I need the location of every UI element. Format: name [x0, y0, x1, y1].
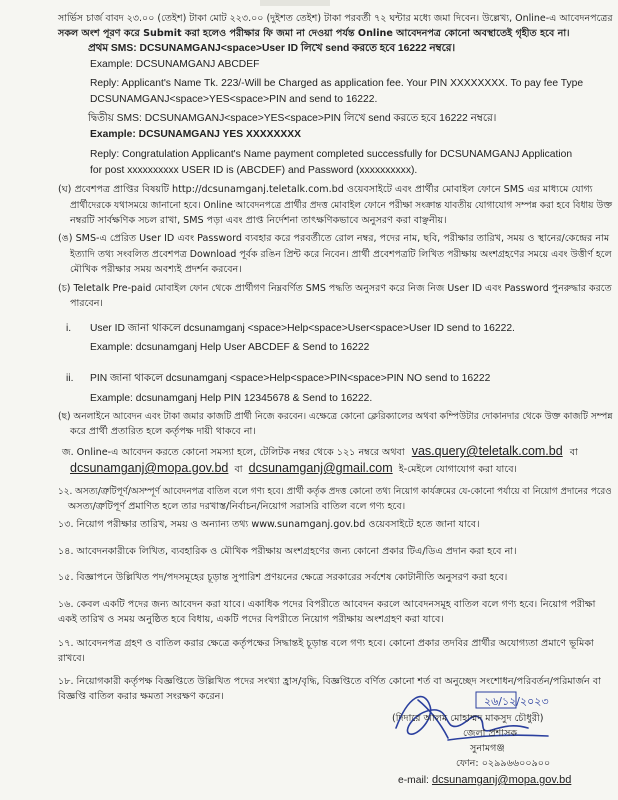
signatory-title: জেলা প্রশাসক	[463, 728, 518, 739]
item-ii-number: ii.	[66, 373, 74, 384]
para-ja-tail: ই-মেইলে যোগাযোগ করা যাবে।	[398, 464, 517, 475]
para-16-1: ১৬. কেবল একটি পদের জন্য আবেদন করা যাবে। একাধিক পদের বিপরীতে আবেদন করলে আবেদনসমূহ বাতিল বলে গণ্য হবে। নিয়োগ পরীক্ষা	[58, 599, 596, 610]
sms2-label: দ্বিতীয় SMS: DCSUNAMGANJ<space>YES<space>PIN লিখে send করতে হবে 16222 নম্বরে।	[88, 113, 497, 124]
para-ja-or: বা	[569, 447, 578, 458]
sms1-example: Example: DCSUNAMGANJ ABCDEF	[90, 59, 260, 70]
para-12-1: ১২. অসত্য/ত্রুটিপূর্ণ/অসম্পূর্ণ আবেদনপত্র বাতিল বলে গণ্য হবে। প্রার্থী কর্তৃক প্রদত্ত কোনো তথ্য নিয়োগ কার্যক্রমের যে-কোনো পর্যায়ে বা নিয়োগ প্রদানের পরেও	[58, 486, 612, 497]
email-label: e-mail:	[398, 775, 429, 786]
sms1-label: প্রথম SMS: DCSUNAMGANJ<space>User ID লিখে send করতে হবে 16222 নম্বরে।	[88, 43, 456, 54]
item-i-line: User ID জানা থাকলে dcsunamganj <space>Help<space>User<space>User ID send to 16222.	[90, 323, 515, 334]
para-17-1: ১৭. আবেদনপত্র গ্রহণ ও বাতিল করার ক্ষেত্রে কর্তৃপক্ষের সিদ্ধান্তই চূড়ান্ত বলে গণ্য হবে। কোনো প্রকার তদবির প্রার্থীর অযোগ্যতা প্রমাণে ভূমিকা	[58, 638, 594, 649]
signatory-email-row	[398, 774, 571, 787]
dc-gmail-email-link[interactable]: dcsunamganj@gmail.com	[248, 461, 393, 475]
para-ja-or-2: বা	[234, 464, 243, 475]
para-gha-2: প্রার্থীদেরকে যথাসময়ে জানানো হবে। Online আবেদনপত্রে প্রার্থীর প্রদত্ত মোবাইল ফোনে পরীক্ষা সংক্রান্ত যাবতীয় যোগাযোগ সম্পন্ন করা হবে বিধায় উক্ত	[70, 200, 613, 211]
intro-line-2: সকল অংশ পূরণ করে Submit করা হলেও পরীক্ষার ফি জমা না দেওয়া পর্যন্ত Online আবেদনপত্র কোনো অবস্থাতেই গৃহীত হবে না।	[58, 28, 570, 39]
para-12-2: অসত্য/ত্রুটিপূর্ণ প্রমাণিত হলে তার দরখাস্ত/নির্বাচন/নিয়োগ সরাসরি বাতিল বলে গণ্য হবে।	[68, 501, 406, 512]
para-uma-2: ইত্যাদি তথ্য সংবলিত প্রবেশপত্র Download পূর্বক রঙিন প্রিন্ট করে নিবেন। প্রার্থী প্রবেশপত্রটি লিখিত পরীক্ষায় অংশগ্রহণের সময়ে এবং উত্তীর্ণ হলে	[70, 249, 612, 260]
sms1-reply-1: Reply: Applicant's Name Tk. 223/-Will be Charged as application fee. Your PIN XXXXXXXX. To pay fee Type	[90, 78, 584, 89]
para-cha-2: পারবেন।	[70, 298, 103, 309]
teletalk-email-link[interactable]: vas.query@teletalk.com.bd	[411, 444, 563, 458]
sms1-reply-2: DCSUNAMGANJ<space>YES<space>PIN and send to 16222.	[90, 94, 378, 105]
signatory-place: সুনামগঞ্জ	[470, 743, 505, 754]
para-uma-1: (ঙ) SMS-এ প্রেরিত User ID এবং Password ব্যবহার করে পরবর্তীতে রোল নম্বর, পদের নাম, ছবি, পরীক্ষার তারিখ, সময় ও স্থানের/কেন্দ্রের নাম	[58, 233, 610, 244]
para-18-2: বিজ্ঞপ্তি বাতিল করার ক্ষমতা সংরক্ষণ করেন।	[58, 691, 224, 702]
para-ja-text: জ. Online-এ আবেদন করতে কোনো সমস্যা হলে, টেলিটক নম্বর থেকে ১২১ নম্বরে অথবা	[62, 447, 405, 458]
sms2-reply-1: Reply: Congratulation Applicant's Name payment completed successfully for DCSUNAMGANJ Application	[90, 149, 573, 160]
para-17-2: রাখবে।	[58, 653, 85, 664]
item-i-example: Example: dcsunamganj Help User ABCDEF & Send to 16222	[90, 342, 370, 353]
para-18-1: ১৮. নিয়োগকারী কর্তৃপক্ষ বিজ্ঞপ্তিতে উল্লিখিত পদের সংখ্যা হ্রাস/বৃদ্ধি, বিজ্ঞপ্তিতে বর্ণিত কোনো শর্ত বা অনুচ্ছেদ সংশোধন/পরিবর্তন/পরিমার্জন বা	[58, 676, 601, 687]
sms2-reply-2: for post xxxxxxxxxx USER ID is (ABCDEF) and Password (xxxxxxxxxx).	[90, 165, 418, 176]
item-i-number: i.	[66, 323, 72, 334]
para-chha-2: করে প্রার্থী প্রতারিত হলে কর্তৃপক্ষ দায়ী থাকবে না।	[70, 426, 256, 437]
item-ii-line: PIN জানা থাকলে dcsunamganj <space>Help<space>PIN<space>PIN NO send to 16222	[90, 373, 491, 384]
para-chha-1: (ছ) অনলাইনে আবেদন এবং টাকা জমার কাজটি প্রার্থী নিজে করবেন। এক্ষেত্রে কোনো ক্লেরিক্যালের অথবা কম্পিউটার দোকানদার থেকে উক্ত কাজটি সম্পন্ন	[58, 411, 613, 422]
para-16-2: একই তারিখ ও সময় অনুষ্ঠিত হবে বিধায়, একটি পদের বিপরীতে নিয়োগ পরীক্ষায় অংশগ্রহণ করা যাবে।	[58, 614, 444, 625]
sms2-example: Example: DCSUNAMGANJ YES XXXXXXXX	[90, 129, 301, 140]
top-smudge	[260, 0, 330, 6]
item-ii-example: Example: dcsunamganj Help PIN 12345678 & Send to 16222.	[90, 393, 373, 404]
para-13: ১৩. নিয়োগ পরীক্ষার তারিখ, সময় ও অন্যান্য তথ্য www.sunamganj.gov.bd ওয়েবসাইটে হতে জানা যাবে।	[58, 519, 480, 530]
para-ja-2	[70, 462, 517, 476]
para-cha-1: (চ) Teletalk Pre-paid মোবাইল ফোন থেকে প্রার্থীগণ নিম্নবর্ণিত SMS পদ্ধতি অনুসরণ করে নিজ নিজ User ID এবং Password পুনরুদ্ধার করতে	[58, 283, 612, 294]
para-uma-3: মৌখিক পরীক্ষার সময় অবশ্যই প্রদর্শন করবেন।	[70, 264, 242, 275]
para-gha-1: (ঘ) প্রবেশপত্র প্রাপ্তির বিষয়টি http://dcsunamganj.teletalk.com.bd ওয়েবসাইটে এবং প্রার্থীর মোবাইল ফোনে SMS এর মাধ্যমে যোগ্য	[58, 184, 593, 195]
para-gha-3: নম্বরটি সার্বক্ষণিক সচল রাখা, SMS পড়া এবং প্রাপ্ত নির্দেশনা তাৎক্ষণিকভাবে অনুসরণ করা বাঞ্ছনীয়।	[70, 215, 447, 226]
signature-date: ২৬/১২/২০২৩	[484, 695, 549, 708]
signatory-email-link[interactable]: dcsunamganj@mopa.gov.bd	[431, 774, 572, 786]
para-15: ১৫. বিজ্ঞাপনে উল্লিখিত পদ/পদসমূহের চূড়ান্ত সুপারিশ প্রণয়নের ক্ষেত্রে সরকারের সর্বশেষ কোটানীতি অনুসরণ করা হবে।	[58, 572, 508, 583]
dc-mopa-email-link[interactable]: dcsunamganj@mopa.gov.bd	[70, 461, 229, 475]
signatory-phone: ফোন: ০২৯৯৬৬০০৯০০	[456, 758, 551, 769]
para-ja-1	[62, 445, 578, 459]
para-14: ১৪. আবেদনকারীকে লিখিত, ব্যবহারিক ও মৌখিক পরীক্ষায় অংশগ্রহণের জন্য কোনো প্রকার টিএ/ডিএ প্রদান করা হবে না।	[58, 546, 517, 557]
intro-line-1: সার্ভিস চার্জ বাবদ ২৩.০০ (তেইশ) টাকা মোট ২২৩.০০ (দুইশত তেইশ) টাকা পরবর্তী ৭২ ঘন্টার মধ্যে জমা দিবেন। উল্লেখ্য, Online-এ আবেদনপত্রের	[58, 13, 613, 24]
signatory-name: (দিদারে আলম মোহাম্মদ মাকসুদ চৌধুরী)	[392, 713, 544, 724]
